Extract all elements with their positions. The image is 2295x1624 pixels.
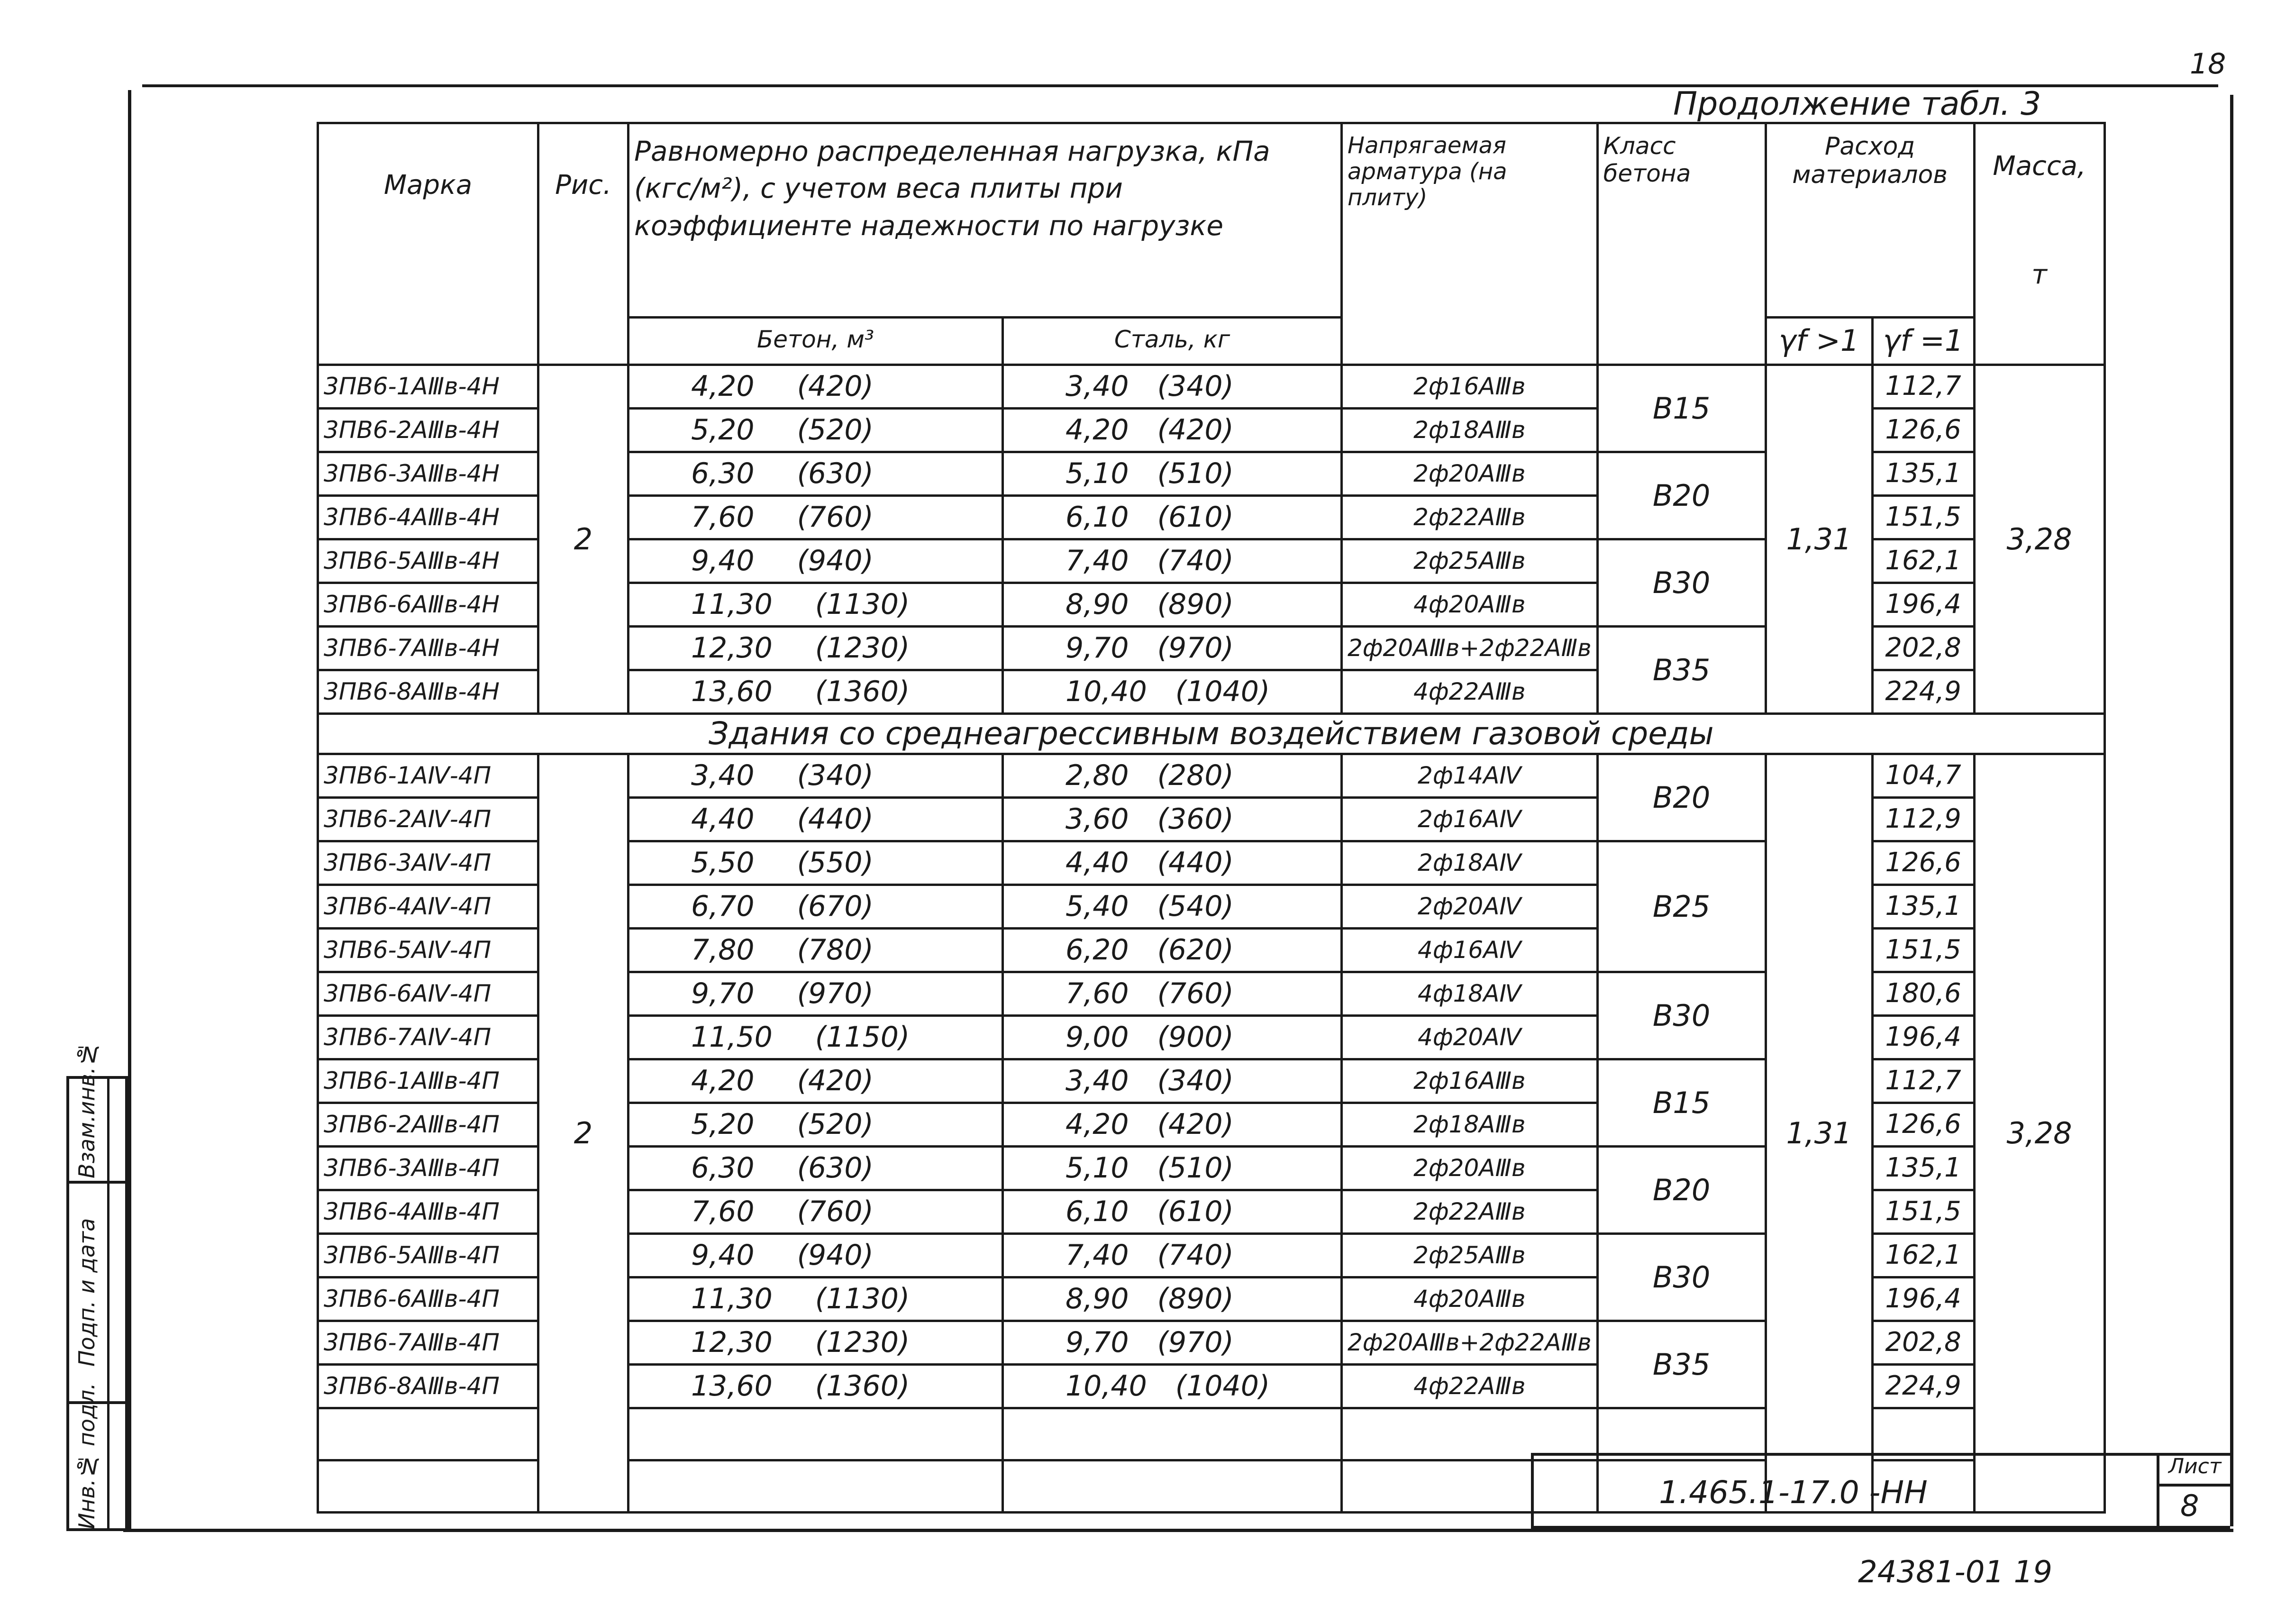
cell-empty <box>1003 1408 1342 1460</box>
cell-load-gt1 <box>628 1103 1003 1147</box>
group2-rows <box>318 754 2105 1513</box>
cell-concrete-class: В35 <box>1597 627 1766 714</box>
load-gt1-kpa: 6,70 <box>691 890 755 923</box>
cell-load-eq1 <box>1003 1234 1342 1277</box>
cell-steel: 126,6 <box>1872 409 1974 452</box>
load-eq1-kgf: (280) <box>1157 759 1234 792</box>
load-eq1-kpa: 4,20 <box>1066 413 1129 447</box>
cell-load-eq1 <box>1003 1016 1342 1059</box>
load-eq1-kpa: 6,10 <box>1066 501 1129 534</box>
cell-rebar: 2ф25АⅢв <box>1342 539 1598 583</box>
load-gt1-kpa: 7,60 <box>691 501 755 534</box>
cell-concrete-class: В30 <box>1597 539 1766 627</box>
load-eq1-kgf: (900) <box>1157 1021 1234 1054</box>
cell-load-gt1 <box>628 841 1003 885</box>
header-steel-kg: Сталь, кг <box>1003 318 1342 365</box>
load-eq1-kpa: 5,40 <box>1066 890 1129 923</box>
header-concrete-class: Класс бетона <box>1597 123 1766 365</box>
frame-bottom-line <box>123 1529 2233 1532</box>
cell-load-eq1 <box>1003 452 1342 496</box>
cell-concrete-class: В20 <box>1597 754 1766 841</box>
load-gt1-kpa: 5,50 <box>691 846 755 879</box>
cell-load-eq1 <box>1003 365 1342 409</box>
cell-rebar: 2ф16АⅣ <box>1342 798 1598 841</box>
cell-mark: 3ПВ6-7АⅢв-4Н <box>318 627 538 670</box>
load-gt1-kpa: 6,30 <box>691 1151 755 1185</box>
cell-empty <box>1872 1408 1974 1460</box>
cell-mark: 3ПВ6-4АⅢв-4Н <box>318 496 538 539</box>
load-eq1-kpa: 4,20 <box>1066 1108 1129 1141</box>
cell-empty <box>1872 1460 1974 1513</box>
cell-rebar: 2ф20АⅢв+2ф22АⅢв <box>1342 1321 1598 1365</box>
load-gt1-kgf: (780) <box>797 933 874 967</box>
header-concrete-m3: Бетон, м³ <box>628 318 1003 365</box>
cell-concrete-class: В15 <box>1597 365 1766 452</box>
cell-concrete-class: В15 <box>1597 1059 1766 1147</box>
cell-load-gt1 <box>628 409 1003 452</box>
cell-rebar: 2ф18АⅣ <box>1342 841 1598 885</box>
cell-concrete-class: В30 <box>1597 1234 1766 1321</box>
stamp-label-replaced-inv: Взам.инв.№ <box>74 1041 100 1178</box>
header-load: Равномерно распределенная нагрузка, кПа (кгс/м²), с учетом веса плиты при коэффициенте надежности по нагрузке <box>628 123 1342 318</box>
cell-load-gt1 <box>628 1277 1003 1321</box>
cell-mark: 3ПВ6-1АⅢв-4П <box>318 1059 538 1103</box>
cell-mass: 3,28 <box>1974 365 2104 714</box>
cell-load-eq1 <box>1003 1147 1342 1190</box>
load-eq1-kgf: (420) <box>1157 413 1234 447</box>
cell-load-gt1 <box>628 670 1003 714</box>
cell-steel: 224,9 <box>1872 670 1974 714</box>
header-fig: Рис. <box>538 123 628 365</box>
cell-load-gt1 <box>628 496 1003 539</box>
cell-mass: 3,28 <box>1974 754 2104 1513</box>
cell-mark: 3ПВ6-8АⅢв-4Н <box>318 670 538 714</box>
document-code: 1.465.1-17.0 -НН <box>1659 1474 1928 1511</box>
load-eq1-kpa: 9,70 <box>1066 631 1129 665</box>
load-gt1-kgf: (760) <box>797 1195 874 1228</box>
load-gt1-kpa: 5,20 <box>691 1108 755 1141</box>
cell-fig: 2 <box>538 365 628 714</box>
cell-load-gt1 <box>628 798 1003 841</box>
load-eq1-kpa: 8,90 <box>1066 1282 1129 1315</box>
header-mass <box>1974 123 2104 365</box>
load-eq1-kgf: (890) <box>1157 588 1234 621</box>
load-eq1-kgf: (760) <box>1157 977 1234 1010</box>
cell-concrete-class: В30 <box>1597 972 1766 1059</box>
cell-load-eq1 <box>1003 1190 1342 1234</box>
load-gt1-kgf: (1360) <box>815 1369 910 1403</box>
load-gt1-kgf: (940) <box>797 544 874 577</box>
table-row <box>318 754 2105 798</box>
cell-rebar: 2ф20АⅣ <box>1342 885 1598 929</box>
cell-load-gt1 <box>628 627 1003 670</box>
cell-load-eq1 <box>1003 841 1342 885</box>
cell-rebar: 4ф18АⅣ <box>1342 972 1598 1016</box>
cell-load-eq1 <box>1003 1365 1342 1408</box>
cell-rebar: 2ф25АⅢв <box>1342 1234 1598 1277</box>
load-eq1-kpa: 8,90 <box>1066 588 1129 621</box>
cell-rebar: 2ф16АⅢв <box>1342 1059 1598 1103</box>
frame-right-line <box>2230 95 2233 1526</box>
cell-rebar: 2ф22АⅢв <box>1342 1190 1598 1234</box>
load-gt1-kpa: 12,30 <box>691 1326 773 1359</box>
load-gt1-kgf: (970) <box>797 977 874 1010</box>
load-gt1-kgf: (340) <box>797 759 874 792</box>
footer-code: 24381-01 19 <box>1858 1555 2052 1590</box>
cell-rebar: 4ф16АⅣ <box>1342 929 1598 972</box>
cell-mark: 3ПВ6-6АⅢв-4Н <box>318 583 538 627</box>
load-eq1-kpa: 4,40 <box>1066 846 1129 879</box>
cell-load-eq1 <box>1003 496 1342 539</box>
cell-load-eq1 <box>1003 1103 1342 1147</box>
cell-mark: 3ПВ6-5АⅢв-4Н <box>318 539 538 583</box>
stamp-column-divider <box>107 1079 109 1528</box>
load-eq1-kpa: 3,40 <box>1066 1064 1129 1097</box>
cell-steel: 104,7 <box>1872 754 1974 798</box>
cell-load-eq1 <box>1003 798 1342 841</box>
load-gt1-kgf: (440) <box>797 803 874 836</box>
cell-load-eq1 <box>1003 583 1342 627</box>
load-gt1-kpa: 13,60 <box>691 675 773 708</box>
cell-steel: 126,6 <box>1872 1103 1974 1147</box>
cell-load-gt1 <box>628 1147 1003 1190</box>
load-eq1-kpa: 10,40 <box>1066 1369 1147 1403</box>
cell-empty <box>1003 1460 1342 1513</box>
load-eq1-kgf: (740) <box>1157 544 1234 577</box>
load-gt1-kgf: (670) <box>797 890 874 923</box>
cell-mark: 3ПВ6-5АⅣ-4П <box>318 929 538 972</box>
load-gt1-kpa: 7,80 <box>691 933 755 967</box>
cell-steel: 202,8 <box>1872 627 1974 670</box>
cell-rebar: 4ф20АⅢв <box>1342 583 1598 627</box>
header-consumption: Расход материалов <box>1766 123 1974 318</box>
header-load-eq1: γf =1 <box>1872 318 1974 365</box>
load-eq1-kgf: (610) <box>1157 1195 1234 1228</box>
section-title: Здания со среднеагрессивным воздействием газовой среды <box>318 714 2105 754</box>
cell-rebar: 2ф18АⅢв <box>1342 409 1598 452</box>
header-mass-unit: т <box>2031 259 2047 290</box>
cell-rebar: 2ф20АⅢв <box>1342 1147 1598 1190</box>
load-gt1-kpa: 5,20 <box>691 413 755 447</box>
cell-mark: 3ПВ6-6АⅢв-4П <box>318 1277 538 1321</box>
cell-mark: 3ПВ6-8АⅢв-4П <box>318 1365 538 1408</box>
plates-table <box>317 122 2106 1514</box>
cell-load-gt1 <box>628 1321 1003 1365</box>
cell-load-gt1 <box>628 1016 1003 1059</box>
load-gt1-kgf: (520) <box>797 1108 874 1141</box>
load-eq1-kgf: (1040) <box>1175 675 1270 708</box>
cell-steel: 135,1 <box>1872 452 1974 496</box>
cell-concrete-class: В20 <box>1597 1147 1766 1234</box>
load-eq1-kpa: 5,10 <box>1066 457 1129 490</box>
cell-rebar: 4ф22АⅢв <box>1342 1365 1598 1408</box>
cell-rebar: 2ф18АⅢв <box>1342 1103 1598 1147</box>
header-rebar: Напрягаемая арматура (на плиту) <box>1342 123 1598 365</box>
cell-steel: 126,6 <box>1872 841 1974 885</box>
load-gt1-kgf: (760) <box>797 501 874 534</box>
load-eq1-kpa: 7,40 <box>1066 544 1129 577</box>
load-gt1-kgf: (1230) <box>815 631 910 665</box>
load-gt1-kgf: (1130) <box>815 588 910 621</box>
cell-load-gt1 <box>628 1365 1003 1408</box>
cell-empty <box>628 1460 1003 1513</box>
cell-mark: 3ПВ6-1АⅣ-4П <box>318 754 538 798</box>
load-gt1-kgf: (1230) <box>815 1326 910 1359</box>
load-eq1-kgf: (970) <box>1157 1326 1234 1359</box>
load-eq1-kgf: (440) <box>1157 846 1234 879</box>
load-eq1-kpa: 9,00 <box>1066 1021 1129 1054</box>
cell-load-gt1 <box>628 539 1003 583</box>
cell-rebar: 4ф20АⅢв <box>1342 1277 1598 1321</box>
load-eq1-kgf: (740) <box>1157 1239 1234 1272</box>
cell-empty <box>318 1408 538 1460</box>
cell-mark: 3ПВ6-2АⅢв-4П <box>318 1103 538 1147</box>
load-gt1-kgf: (630) <box>797 1151 874 1185</box>
load-gt1-kpa: 9,70 <box>691 977 755 1010</box>
load-eq1-kpa: 5,10 <box>1066 1151 1129 1185</box>
cell-mark: 3ПВ6-2АⅢв-4Н <box>318 409 538 452</box>
load-gt1-kpa: 7,60 <box>691 1195 755 1228</box>
cell-concrete-class: В20 <box>1597 452 1766 539</box>
cell-steel: 135,1 <box>1872 885 1974 929</box>
cell-mark: 3ПВ6-6АⅣ-4П <box>318 972 538 1016</box>
cell-steel: 135,1 <box>1872 1147 1974 1190</box>
cell-mark: 3ПВ6-7АⅢв-4П <box>318 1321 538 1365</box>
load-gt1-kpa: 4,20 <box>691 1064 755 1097</box>
load-eq1-kgf: (890) <box>1157 1282 1234 1315</box>
cell-load-gt1 <box>628 885 1003 929</box>
cell-load-eq1 <box>1003 885 1342 929</box>
load-gt1-kpa: 4,40 <box>691 803 755 836</box>
cell-load-eq1 <box>1003 409 1342 452</box>
cell-steel: 196,4 <box>1872 1016 1974 1059</box>
stamp-label-signature-date: Подп. и дата <box>74 1218 100 1367</box>
frame-left-line <box>128 90 131 1531</box>
cell-load-eq1 <box>1003 1321 1342 1365</box>
section-row-wrapper <box>318 714 2105 754</box>
cell-steel: 151,5 <box>1872 929 1974 972</box>
cell-empty <box>318 1460 538 1513</box>
cell-load-eq1 <box>1003 627 1342 670</box>
load-gt1-kpa: 11,30 <box>691 588 773 621</box>
cell-steel: 112,7 <box>1872 365 1974 409</box>
cell-load-eq1 <box>1003 929 1342 972</box>
load-gt1-kpa: 11,50 <box>691 1021 773 1054</box>
load-gt1-kpa: 12,30 <box>691 631 773 665</box>
cell-concrete-class-empty <box>1597 1408 1766 1460</box>
cell-load-gt1 <box>628 972 1003 1016</box>
load-gt1-kpa: 9,40 <box>691 544 755 577</box>
cell-load-eq1 <box>1003 1059 1342 1103</box>
cell-steel: 224,9 <box>1872 1365 1974 1408</box>
sheet-label: Лист <box>2168 1454 2222 1478</box>
sheet-number: 8 <box>2180 1488 2199 1523</box>
cell-empty <box>628 1408 1003 1460</box>
cell-steel: 151,5 <box>1872 496 1974 539</box>
load-gt1-kpa: 11,30 <box>691 1282 773 1315</box>
load-gt1-kpa: 3,40 <box>691 759 755 792</box>
load-gt1-kgf: (940) <box>797 1239 874 1272</box>
cell-mark: 3ПВ6-3АⅢв-4П <box>318 1147 538 1190</box>
cell-mark: 3ПВ6-2АⅣ-4П <box>318 798 538 841</box>
load-eq1-kgf: (970) <box>1157 631 1234 665</box>
load-eq1-kpa: 2,80 <box>1066 759 1129 792</box>
cell-steel: 112,9 <box>1872 798 1974 841</box>
load-eq1-kgf: (1040) <box>1175 1369 1270 1403</box>
cell-load-eq1 <box>1003 754 1342 798</box>
load-eq1-kgf: (510) <box>1157 457 1234 490</box>
load-eq1-kgf: (360) <box>1157 803 1234 836</box>
cell-steel: 180,6 <box>1872 972 1974 1016</box>
load-eq1-kpa: 10,40 <box>1066 675 1147 708</box>
cell-mark: 3ПВ6-4АⅣ-4П <box>318 885 538 929</box>
cell-steel: 202,8 <box>1872 1321 1974 1365</box>
cell-empty <box>1342 1408 1598 1460</box>
cell-steel: 162,1 <box>1872 539 1974 583</box>
continued-caption: Продолжение табл. 3 <box>1673 85 2041 123</box>
load-gt1-kpa: 13,60 <box>691 1369 773 1403</box>
load-eq1-kgf: (340) <box>1157 1064 1234 1097</box>
load-eq1-kpa: 6,20 <box>1066 933 1129 967</box>
cell-rebar: 4ф20АⅣ <box>1342 1016 1598 1059</box>
cell-load-gt1 <box>628 583 1003 627</box>
load-gt1-kgf: (550) <box>797 846 874 879</box>
cell-steel: 196,4 <box>1872 583 1974 627</box>
load-gt1-kgf: (420) <box>797 1064 874 1097</box>
load-eq1-kpa: 6,10 <box>1066 1195 1129 1228</box>
cell-empty <box>1342 1460 1598 1513</box>
cell-concrete-class: В35 <box>1597 1321 1766 1408</box>
load-eq1-kpa: 3,60 <box>1066 803 1129 836</box>
cell-rebar: 2ф16АⅢв <box>1342 365 1598 409</box>
load-eq1-kgf: (420) <box>1157 1108 1234 1141</box>
load-gt1-kpa: 4,20 <box>691 370 755 403</box>
load-eq1-kgf: (510) <box>1157 1151 1234 1185</box>
cell-concrete-volume: 1,31 <box>1766 754 1872 1513</box>
cell-load-gt1 <box>628 1234 1003 1277</box>
cell-load-gt1 <box>628 365 1003 409</box>
cell-load-gt1 <box>628 1059 1003 1103</box>
cell-load-eq1 <box>1003 1277 1342 1321</box>
cell-rebar: 2ф22АⅢв <box>1342 496 1598 539</box>
cell-rebar: 4ф22АⅢв <box>1342 670 1598 714</box>
header-mark: Марка <box>318 123 538 365</box>
load-gt1-kgf: (1360) <box>815 675 910 708</box>
load-eq1-kgf: (610) <box>1157 501 1234 534</box>
load-eq1-kpa: 7,60 <box>1066 977 1129 1010</box>
cell-load-eq1 <box>1003 539 1342 583</box>
cell-fig: 2 <box>538 754 628 1513</box>
load-gt1-kgf: (630) <box>797 457 874 490</box>
cell-concrete-volume: 1,31 <box>1766 365 1872 714</box>
cell-rebar: 2ф20АⅢв <box>1342 452 1598 496</box>
load-eq1-kpa: 7,40 <box>1066 1239 1129 1272</box>
cell-mark: 3ПВ6-1АⅢв-4Н <box>318 365 538 409</box>
cell-load-gt1 <box>628 754 1003 798</box>
header-mass-label: Масса, <box>1993 151 2086 182</box>
cell-mark: 3ПВ6-4АⅢв-4П <box>318 1190 538 1234</box>
cell-concrete-class: В25 <box>1597 841 1766 972</box>
load-eq1-kgf: (540) <box>1157 890 1234 923</box>
cell-load-gt1 <box>628 929 1003 972</box>
load-gt1-kgf: (520) <box>797 413 874 447</box>
load-gt1-kpa: 6,30 <box>691 457 755 490</box>
load-eq1-kpa: 9,70 <box>1066 1326 1129 1359</box>
margin-stamp <box>66 1041 128 1531</box>
table-row <box>318 365 2105 409</box>
load-gt1-kpa: 9,40 <box>691 1239 755 1272</box>
cell-mark: 3ПВ6-7АⅣ-4П <box>318 1016 538 1059</box>
cell-steel: 112,7 <box>1872 1059 1974 1103</box>
load-eq1-kgf: (620) <box>1157 933 1234 967</box>
load-gt1-kgf: (1150) <box>815 1021 910 1054</box>
cell-mark: 3ПВ6-3АⅣ-4П <box>318 841 538 885</box>
header-load-gt1: γf >1 <box>1766 318 1872 365</box>
cell-load-gt1 <box>628 452 1003 496</box>
cell-steel: 196,4 <box>1872 1277 1974 1321</box>
cell-load-eq1 <box>1003 670 1342 714</box>
load-gt1-kgf: (1130) <box>815 1282 910 1315</box>
cell-concrete-class-empty <box>1597 1460 1766 1513</box>
cell-rebar: 2ф20АⅢв+2ф22АⅢв <box>1342 627 1598 670</box>
cell-rebar: 2ф14АⅣ <box>1342 754 1598 798</box>
cell-mark: 3ПВ6-5АⅢв-4П <box>318 1234 538 1277</box>
group1-rows <box>318 365 2105 714</box>
cell-steel: 151,5 <box>1872 1190 1974 1234</box>
cell-load-gt1 <box>628 1190 1003 1234</box>
load-gt1-kgf: (420) <box>797 370 874 403</box>
stamp-label-original-inv: Инв.№ подл. <box>74 1383 100 1529</box>
load-eq1-kgf: (340) <box>1157 370 1234 403</box>
stamp-divider <box>69 1181 125 1184</box>
cell-load-eq1 <box>1003 972 1342 1016</box>
cell-steel: 162,1 <box>1872 1234 1974 1277</box>
cell-mark: 3ПВ6-3АⅢв-4Н <box>318 452 538 496</box>
load-eq1-kpa: 3,40 <box>1066 370 1129 403</box>
top-corner-number: 18 <box>2190 47 2226 81</box>
